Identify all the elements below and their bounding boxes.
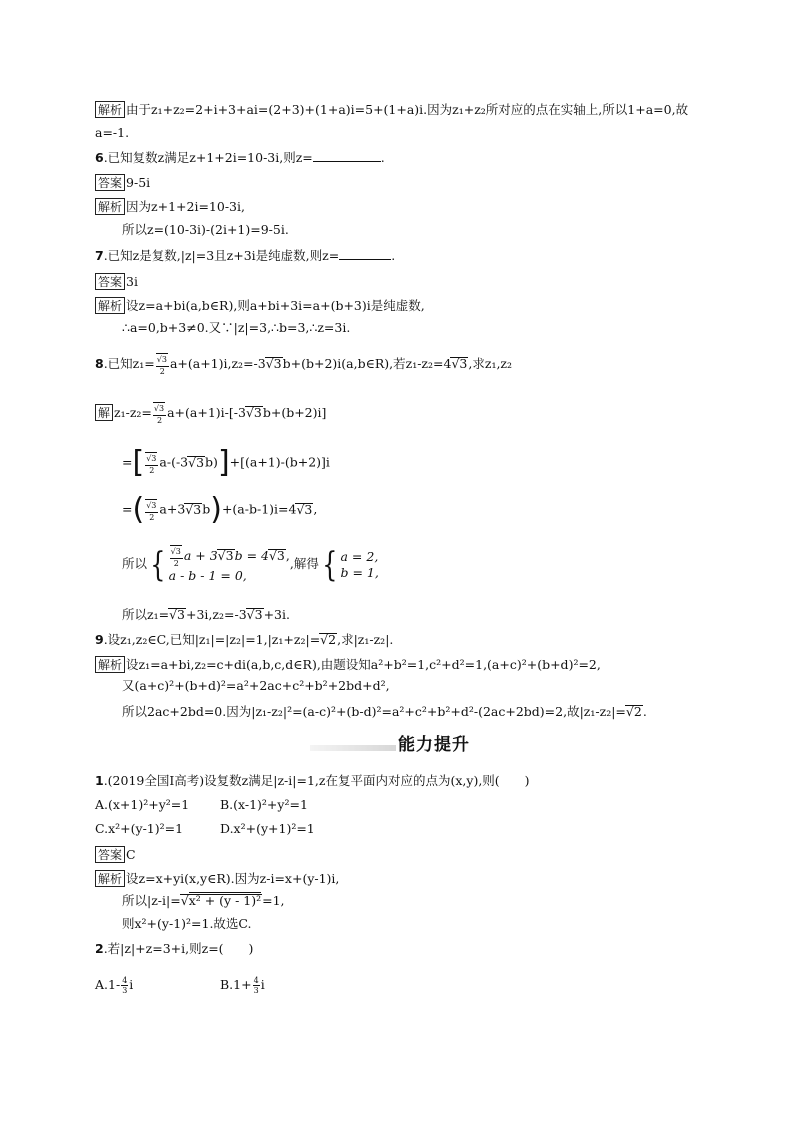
problem-1-option-d: D.x²+(y+1)²=1 (220, 821, 315, 836)
analysis-label: 解析 (95, 198, 125, 215)
analysis-label: 解析 (95, 101, 125, 118)
answer-blank (313, 151, 381, 162)
q7-analysis: 解析 设z=a+bi(a,b∈R),则a+bi+3i=a+(b+3)i是纯虚数, (95, 297, 425, 314)
q9-analysis: 解析 设z₁=a+bi,z₂=c+di(a,b,c,d∈R),由题设知a²+b²=1,c²+d²=1,(a+c)²+(b+d)²=2, (95, 656, 601, 673)
q9-analysis-line-3: 所以2ac+2bd=0.因为|z₁-z₂|²=(a-c)²+(b-d)²=a²+c²+b²+d²-(2ac+2bd)=2,故|z₁-z₂|=√2. (122, 704, 647, 719)
answer-label: 答案 (95, 846, 125, 863)
q7-answer: 答案 3i (95, 273, 138, 290)
question-8: 8.已知z₁= $\frac{√3}{2}$ a+(a+1)i,z₂=-3√3b+(b+2)i(a,b∈R),若z₁-z₂=4√3,求z₁,z₂ (95, 355, 513, 376)
sqrt-expression: √x² + (y - 1)² (180, 893, 262, 908)
fraction: $\frac{√3}{2}$ (156, 355, 167, 376)
q8-solution-line-1: 解 z₁-z₂= $\frac{√3}{2}$ a+(a+1)i-[-3√3b+(b+2)i] (95, 402, 326, 425)
section-decoration-bar (310, 745, 396, 751)
question-6: 6.已知复数z满足z+1+2i=10-3i,则z= . (95, 150, 385, 165)
q8-solution-line-3: =( $\frac{√3}{2}$ a+3√3b)+(a-b-1)i=4√3, (122, 492, 318, 527)
analysis-prev-line-1: 解析 由于z₁+z₂=2+i+3+ai=(2+3)+(1+a)i=5+(1+a)i.因为z₁+z₂所对应的点在实轴上,所以1+a=0,故 (95, 101, 688, 118)
q6-answer: 答案 9-5i (95, 174, 150, 191)
problem-2-option-a: A.1- $\frac{4}{3}$ i (95, 976, 134, 995)
analysis-prev-line-2: a=-1. (95, 125, 130, 140)
fraction: $\frac{√3}{2}$ (153, 404, 165, 425)
problem-1: 1.(2019全国Ⅰ高考)设复数z满足|z-i|=1,z在复平面内对应的点为(x,y),则( ) (95, 773, 530, 788)
problem-1-analysis: 解析 设z=x+yi(x,y∈R).因为z-i=x+(y-1)i, (95, 870, 339, 887)
answer-blank (339, 249, 391, 260)
question-9: 9.设z₁,z₂∈C,已知|z₁|=|z₂|=1,|z₁+z₂|=√2,求|z₁-z₂|. (95, 632, 394, 647)
problem-1-option-b: B.(x-1)²+y²=1 (220, 797, 308, 812)
q6-analysis-line-2: 所以z=(10-3i)-(2i+1)=9-5i. (122, 222, 289, 237)
fraction: $\frac{√3}{2}$ (146, 500, 157, 522)
q6-analysis: 解析 因为z+1+2i=10-3i, (95, 198, 245, 215)
fraction: $\frac{4}{3}$ (253, 976, 259, 995)
q9-analysis-line-2: 又(a+c)²+(b+d)²=a²+2ac+c²+b²+2bd+d², (122, 678, 390, 693)
q7-analysis-line-2: ∴a=0,b+3≠0.又∵|z|=3,∴b=3,∴z=3i. (122, 320, 351, 335)
equation-system: $\frac{√3}{2}$ a + 3√3b = 4√3, a - b - 1 = 0, (168, 547, 290, 583)
problem-1-option-c: C.x²+(y-1)²=1 (95, 821, 184, 836)
answer-label: 答案 (95, 273, 125, 290)
analysis-label: 解析 (95, 870, 125, 887)
problem-1-analysis-line-3: 则x²+(y-1)²=1.故选C. (122, 916, 252, 931)
solution-label: 解 (95, 404, 113, 421)
problem-1-analysis-line-2: 所以|z-i|=√x² + (y - 1)²=1, (122, 893, 285, 908)
analysis-label: 解析 (95, 297, 125, 314)
solution-system: a = 2, b = 1, (340, 548, 379, 580)
problem-1-answer: 答案 C (95, 846, 136, 863)
fraction: $\frac{4}{3}$ (122, 976, 128, 995)
section-title: 能力提升 (398, 735, 470, 755)
problem-2: 2.若|z|+z=3+i,则z=( ) (95, 941, 254, 956)
q8-solution-line-5: 所以z₁=√3+3i,z₂=-3√3+3i. (122, 607, 290, 622)
question-7: 7.已知z是复数,|z|=3且z+3i是纯虚数,则z= . (95, 248, 396, 263)
answer-label: 答案 (95, 174, 125, 191)
problem-1-option-a: A.(x+1)²+y²=1 (95, 797, 190, 812)
analysis-label: 解析 (95, 656, 125, 673)
fraction: $\frac{√3}{2}$ (146, 453, 157, 475)
q8-solution-line-4: 所以{ $\frac{√3}{2}$ a + 3√3b = 4√3, a - b - 1 = 0, ,解得{ a = 2, b = 1, (122, 544, 379, 585)
q8-solution-line-2: =[ $\frac{√3}{2}$ a-(-3√3b)]+[(a+1)-(b+2)]i (122, 445, 330, 480)
problem-2-option-b: B.1+ $\frac{4}{3}$ i (220, 976, 265, 995)
